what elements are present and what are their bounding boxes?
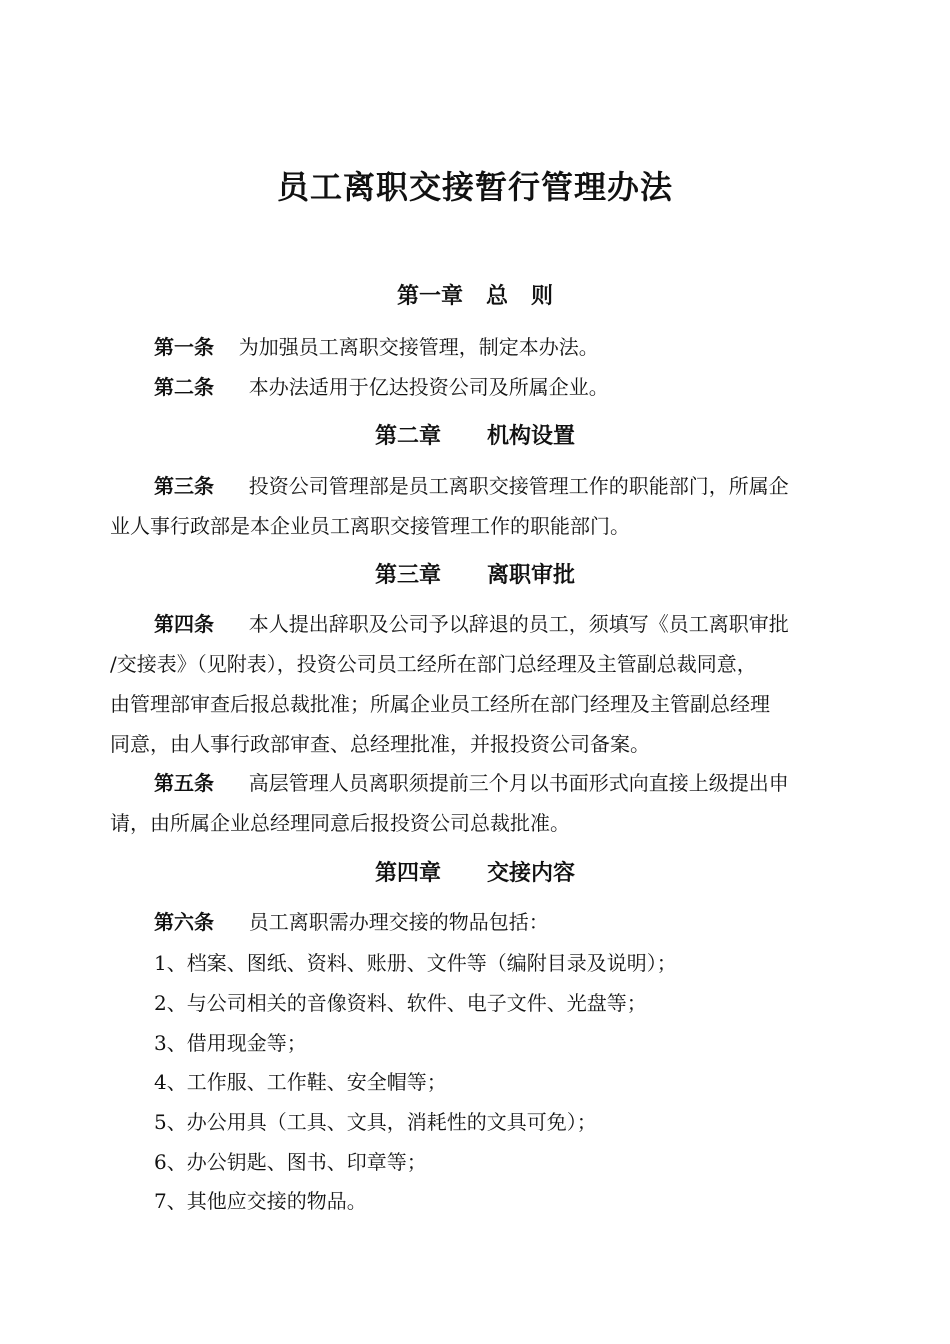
article-text: 本人提出辞职及公司予以辞退的员工，须填写《员工离职审批 [248,612,789,636]
article-label: 第二条 [154,375,214,399]
chapter-heading-1: 第一章 总 则 [397,283,553,309]
chapter-heading-2: 第二章 机构设置 [375,423,575,449]
article-3-line-2: 业人事行政部是本企业员工离职交接管理工作的职能部门。 [110,514,630,538]
article-label: 第一条 [154,335,214,359]
list-item-2: 2、与公司相关的音像资料、软件、电子文件、光盘等； [154,991,647,1015]
article-4-line-2: /交接表》（见附表），投资公司员工经所在部门总经理及主管副总裁同意， [110,652,757,676]
article-label: 第三条 [154,474,214,498]
article-label: 第四条 [154,612,214,636]
article-label: 第五条 [154,771,214,795]
list-item-3: 3、借用现金等； [154,1031,307,1055]
article-5-line-2: 请，由所属企业总经理同意后报投资公司总裁批准。 [110,811,570,835]
article-text: 为加强员工离职交接管理，制定本办法。 [238,335,599,359]
list-item-5: 5、办公用具（工具、文具，消耗性的文具可免）； [154,1110,597,1134]
article-4-line-3: 由管理部审查后报总裁批准；所属企业员工经所在部门经理及主管副总经理 [110,692,770,716]
list-item-6: 6、办公钥匙、图书、印章等； [154,1150,427,1174]
article-4-line-1 [154,609,850,639]
chapter-heading-3: 第三章 离职审批 [375,562,575,588]
article-2 [154,372,850,402]
article-5-line-1 [154,768,850,798]
article-text: 本办法适用于亿达投资公司及所属企业。 [248,375,609,399]
article-3-line-1 [154,471,850,501]
article-4-line-4: 同意，由人事行政部审查、总经理批准，并报投资公司备案。 [110,732,650,756]
article-6 [154,907,850,937]
article-text: 员工离职需办理交接的物品包括： [248,910,549,934]
article-label: 第六条 [154,910,214,934]
list-item-1: 1、档案、图纸、资料、账册、文件等（编附目录及说明）； [154,951,677,975]
chapter-heading-4: 第四章 交接内容 [375,860,575,886]
document-title: 员工离职交接暂行管理办法 [276,168,673,206]
list-item-4: 4、工作服、工作鞋、安全帽等； [154,1070,447,1094]
article-text: 投资公司管理部是员工离职交接管理工作的职能部门，所属企 [248,474,789,498]
list-item-7: 7、其他应交接的物品。 [154,1189,367,1213]
article-text: 高层管理人员离职须提前三个月以书面形式向直接上级提出申 [248,771,789,795]
article-1 [154,332,850,362]
